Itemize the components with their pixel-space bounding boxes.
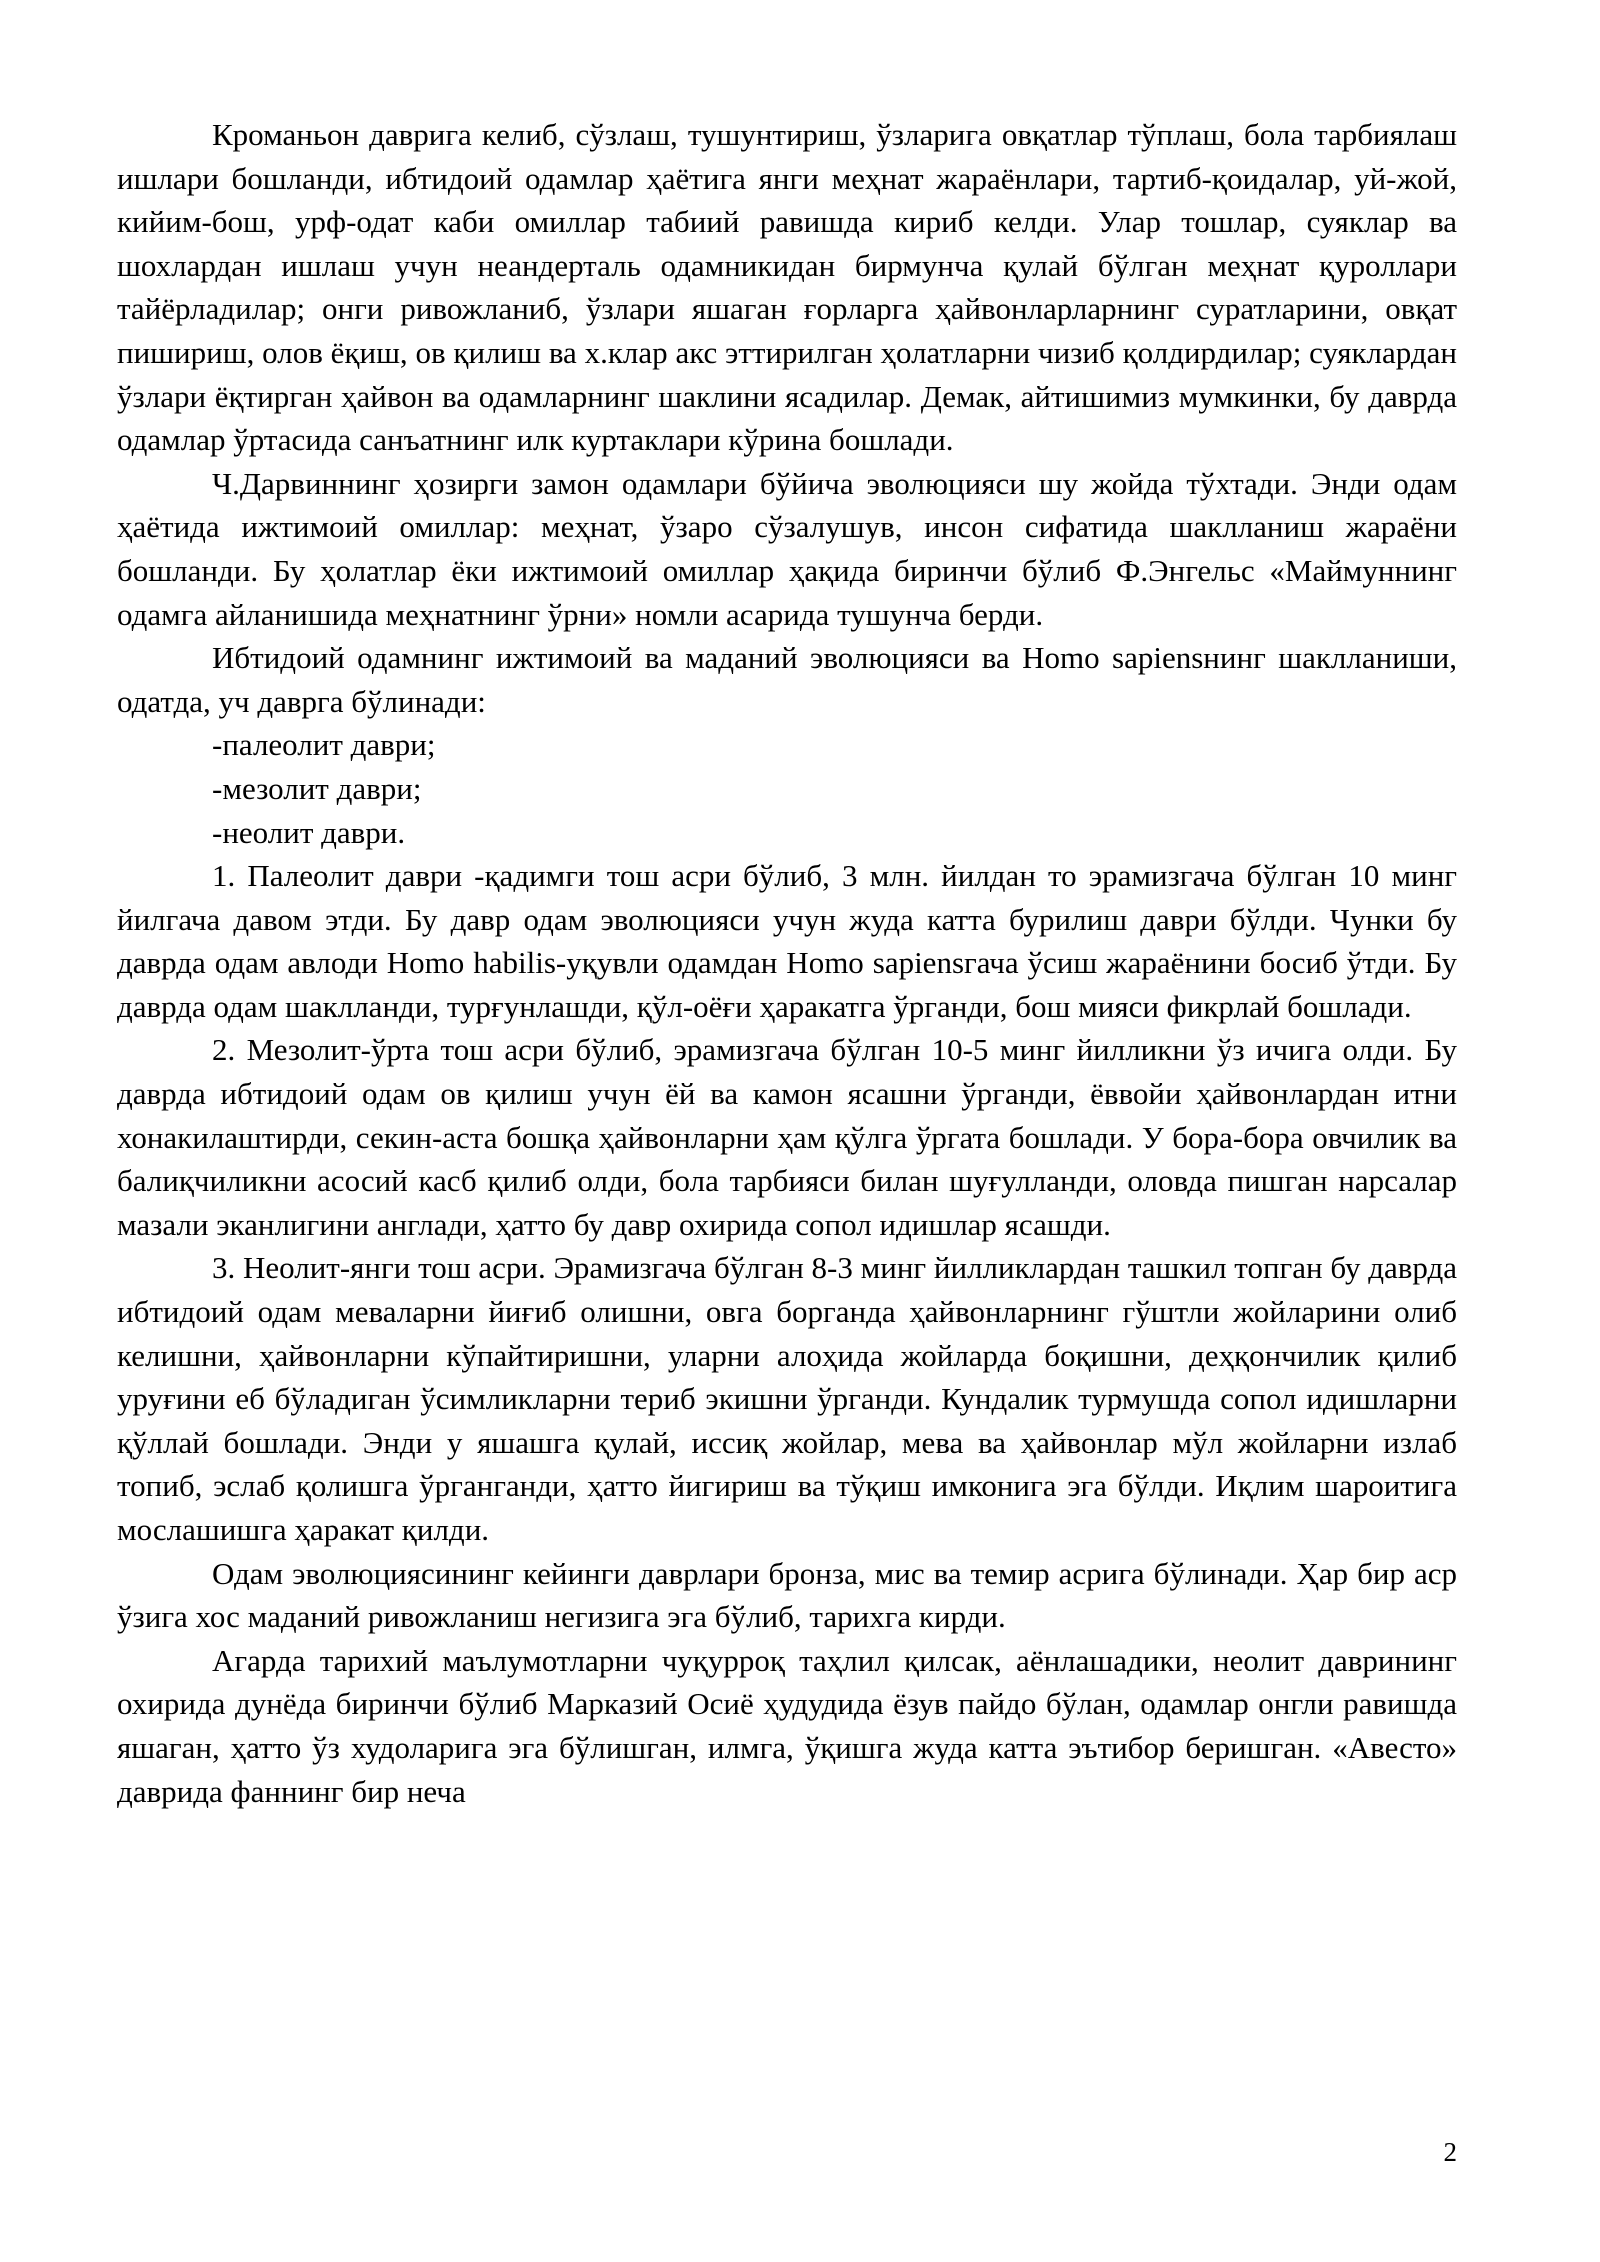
paragraph-later-ages: Одам эволюциясининг кейинги даврлари бронза, мис ва темир асрига бўлинади. Ҳар бир аср ўзига хос маданий ривожланиш негизига эга бўлиб, тарихга кирди. [117,1555,1457,1635]
page-number: 2 [1443,2137,1457,2167]
paragraph-mesolithic: 2. Мезолит-ўрта тош асри бўлиб, эрамизгача бўлган 10-5 минг йилликни ўз ичига олди. Бу даврда ибтидоий одам ов қилиш учун ёй ва камон ясашни ўрганди, ёввойи ҳайвонлардан итни хонакилаштирди, секин-аста бошқа ҳайвонларни ҳам қўлга ўргата бошлади. У бора-бора овчилик ва балиқчиликни асосий касб қилиб олди, бола тарбияси билан шуғулланди, оловда пишган нарсалар мазали эканлигини англади, ҳатто бу давр охирида сопол идишлар ясашди. [117,1032,1457,1242]
paragraph-neolithic: 3. Неолит-янги тош асри. Эрамизгача бўлган 8-3 минг йилликлардан ташкил топган бу даврда ибтидоий одам меваларни йиғиб олишни, овга борганда ҳайвонларнинг гўштли жойларини олиб келишни, ҳайвонларни кўпайтиришни, уларни алоҳида жойларда боқишни, деҳқончилик қилиб уруғини еб бўладиган ўсимликларни териб экишни ўрганди. Кундалик турмушда сопол идишларни қўллай бошлади. Энди у яшашга қулай, иссиқ жойлар, мева ва ҳайвонлар мўл жойларни излаб топиб, эслаб қолишга ўрганганди, ҳатто йигириш ва тўқиш имконига эга бўлди. Иқлим шароитига мослашишга ҳаракат қилди. [117,1250,1457,1547]
list-item-mesolithic: -мезолит даври; [212,770,422,806]
list-item-neolithic: -неолит даври. [212,814,406,850]
paragraph-central-asia: Агарда тарихий маълумотларни чуқурроқ таҳлил қилсак, аёнлашадики, неолит даврининг охирида дунёда биринчи бўлиб Марказий Осиё ҳудудида ёзув пайдо бўлан, одамлар онгли равишда яшаган, ҳатто ўз худоларига эга бўлишган, илмга, ўқишга жуда катта эътибор беришган. «Авесто» даврида фаннинг бир неча [117,1642,1457,1809]
list-item-paleolithic: -палеолит даври; [212,727,436,763]
paragraph-darwin: Ч.Дарвиннинг ҳозирги замон одамлари бўйича эволюцияси шу жойда тўхтади. Энди одам ҳаётида ижтимоий омиллар: меҳнат, ўзаро сўзалушув, инсон сифатида шаклланиш жараёни бошланди. Бу ҳолатлар ёки ижтимоий омиллар ҳақида биринчи бўлиб Ф.Энгельс «Маймуннинг одамга айланишида меҳнатнинг ўрни» номли асарида тушунча берди. [117,465,1457,632]
paragraph-cromagnon: Кроманьон даврига келиб, сўзлаш, тушунтириш, ўзларига овқатлар тўплаш, бола тарбиялаш ишлари бошланди, ибтидоий одамлар ҳаётига янги меҳнат жараёнлари, тартиб-қоидалар, уй-жой, кийим-бош, урф-одат каби омиллар табиий равишда кириб келди. Улар тошлар, суяклар ва шохлардан ишлаш учун неандерталь одамникидан бирмунча қулай бўлган меҳнат қуроллари тайёрладилар; онги ривожланиб, ўзлари яшаган ғорларга ҳайвонларларнинг суратларини, овқат пишириш, олов ёқиш, ов қилиш ва х.клар акс эттирилган ҳолатларни чизиб қолдирдилар; суяклардан ўзлари ёқтирган ҳайвон ва одамларнинг шаклини ясадилар. Демак, айтишимиз мумкинки, бу даврда одамлар ўртасида санъатнинг илк куртаклари кўрина бошлади. [117,117,1457,458]
body-text [117,113,1457,1813]
paragraph-periods-intro: Ибтидоий одамнинг ижтимоий ва маданий эволюцияси ва Homo sapiensнинг шаклланиши, одатда, уч даврга бўлинади: [117,640,1457,719]
paragraph-paleolithic: 1. Палеолит даври -қадимги тош асри бўлиб, 3 млн. йилдан то эрамизгача бўлган 10 минг йилгача давом этди. Бу давр одам эволюцияси учун жуда катта бурилиш даври бўлди. Чунки бу даврда одам авлоди Homo habilis-уқувли одамдан Homo sapiensгача ўсиш жараёнини босиб ўтди. Бу даврда одам шаклланди, турғунлашди, қўл-оёғи ҳаракатга ўрганди, бош мияси фикрлай бошлади. [117,858,1457,1024]
